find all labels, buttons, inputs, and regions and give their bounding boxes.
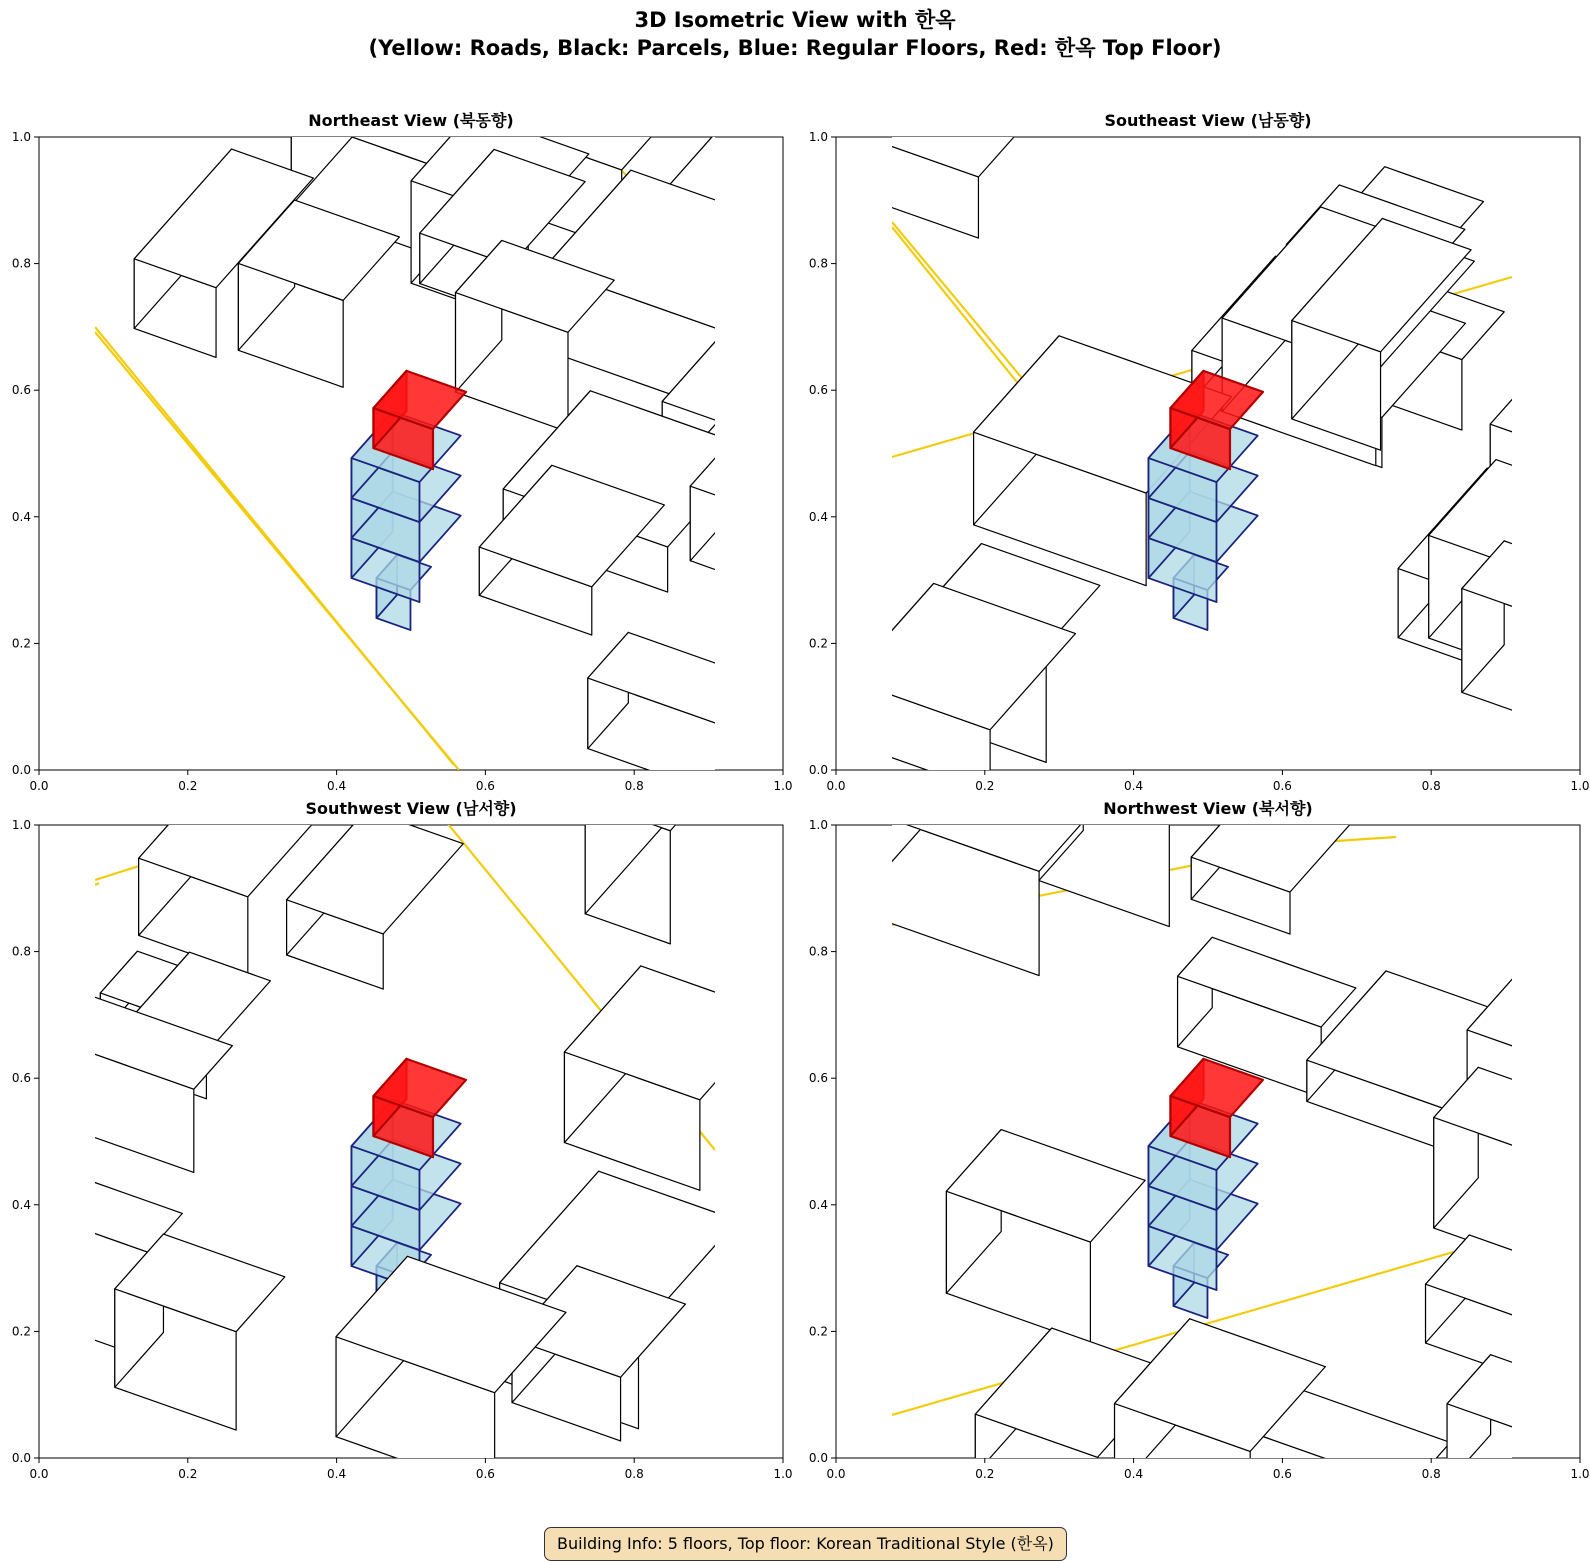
x-tick-label: 0.8 (1421, 1467, 1441, 1481)
x-tick-label: 0.2 (178, 779, 198, 793)
x-tick-label: 0.6 (1272, 1467, 1292, 1481)
x-tick-label: 0.2 (975, 779, 995, 793)
panel-title: Northeast View (북동향) (308, 111, 514, 130)
y-tick-label: 0.4 (808, 1197, 828, 1212)
x-tick-label: 1.0 (1570, 1467, 1590, 1481)
y-tick-label: 1.0 (11, 130, 31, 144)
building-info-box: Building Info: 5 floors, Top floor: Korean Traditional Style (한옥) (544, 1527, 1067, 1561)
y-tick-label: 0.4 (11, 1197, 31, 1212)
x-tick-label: 0.2 (178, 1467, 198, 1481)
panel-southwest (11, 799, 793, 1481)
x-tick-label: 0.8 (624, 1467, 644, 1481)
panel-northwest (808, 799, 1590, 1481)
y-tick-label: 1.0 (808, 818, 828, 832)
x-tick-label: 0.0 (826, 1467, 846, 1481)
panel-title: Northwest View (북서향) (1103, 799, 1313, 818)
x-tick-label: 1.0 (773, 779, 793, 793)
x-tick-label: 1.0 (1570, 779, 1590, 793)
panel-northeast (11, 111, 793, 793)
y-tick-label: 0.2 (808, 1324, 828, 1339)
x-tick-label: 0.0 (826, 779, 846, 793)
x-tick-label: 0.4 (1124, 779, 1144, 793)
y-tick-label: 0.0 (11, 763, 31, 777)
y-tick-label: 0.0 (808, 1451, 828, 1465)
x-tick-label: 0.6 (475, 779, 495, 793)
y-tick-label: 0.0 (808, 763, 828, 777)
figure-title: 3D Isometric View with 한옥 (634, 8, 956, 32)
y-tick-label: 1.0 (808, 130, 828, 144)
y-tick-label: 0.8 (11, 944, 31, 959)
y-tick-label: 0.6 (11, 1071, 31, 1086)
y-tick-label: 0.2 (11, 1324, 31, 1339)
y-tick-label: 0.6 (808, 1071, 828, 1086)
x-tick-label: 0.4 (327, 1467, 347, 1481)
x-tick-label: 0.4 (327, 779, 347, 793)
scene-southeast (808, 130, 1590, 793)
panel-title: Southwest View (남서향) (305, 799, 517, 818)
y-tick-label: 0.8 (808, 944, 828, 959)
x-tick-label: 1.0 (773, 1467, 793, 1481)
x-tick-label: 0.8 (624, 779, 644, 793)
y-tick-label: 0.2 (11, 636, 31, 651)
y-tick-label: 0.2 (808, 636, 828, 651)
y-tick-label: 1.0 (11, 818, 31, 832)
panel-title: Southeast View (남동향) (1104, 111, 1312, 130)
scene-northwest (808, 818, 1590, 1481)
scene-southwest (11, 818, 793, 1481)
y-tick-label: 0.8 (808, 256, 828, 271)
y-tick-label: 0.6 (808, 383, 828, 398)
x-tick-label: 0.6 (1272, 779, 1292, 793)
panel-southeast (808, 111, 1590, 793)
y-tick-label: 0.4 (808, 509, 828, 524)
x-tick-label: 0.8 (1421, 779, 1441, 793)
x-tick-label: 0.6 (475, 1467, 495, 1481)
x-tick-label: 0.2 (975, 1467, 995, 1481)
figure-subtitle: (Yellow: Roads, Black: Parcels, Blue: Regular Floors, Red: 한옥 Top Floor) (368, 36, 1222, 60)
x-tick-label: 0.4 (1124, 1467, 1144, 1481)
x-tick-label: 0.0 (29, 779, 49, 793)
y-tick-label: 0.6 (11, 383, 31, 398)
y-tick-label: 0.4 (11, 509, 31, 524)
y-tick-label: 0.8 (11, 256, 31, 271)
scene-northeast (11, 130, 793, 793)
x-tick-label: 0.0 (29, 1467, 49, 1481)
y-tick-label: 0.0 (11, 1451, 31, 1465)
